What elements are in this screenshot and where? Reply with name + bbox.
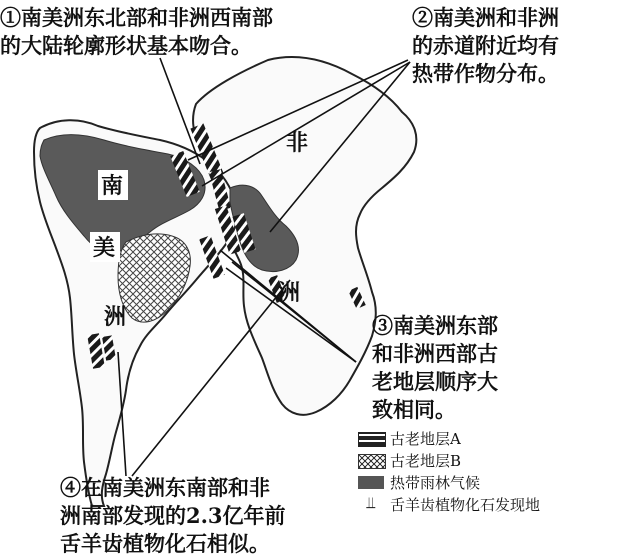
note-4-line-1: ④在南美洲东南部和非 [60, 475, 270, 500]
svg-text:美: 美 [93, 235, 116, 261]
note-3-line-4: 致相同。 [372, 397, 456, 422]
legend-label-fossil: 舌羊齿植物化石发现地 [390, 496, 541, 514]
svg-text:南: 南 [101, 173, 124, 199]
legend-label-rainforest: 热带雨林气候 [390, 474, 481, 492]
sa-label-zhou [104, 304, 126, 330]
note-1-line-2: 的大陆轮廓形状基本吻合。 [0, 33, 252, 58]
note-2-line-2: 的赤道附近均有 [412, 33, 559, 58]
sa-label-nan [98, 170, 128, 200]
legend-label-stratum-b: 古老地层B [390, 452, 462, 470]
note-3-line-1: ③南美洲东部 [372, 313, 498, 338]
note-1 [0, 4, 273, 60]
note-2-line-1: ②南美洲和非洲 [412, 5, 559, 30]
note-2-line-3: 热带作物分布。 [412, 61, 559, 86]
svg-text:洲: 洲 [104, 304, 127, 330]
stratum-a-swatch [358, 432, 386, 447]
note-3-line-2: 和非洲西部古 [372, 341, 498, 366]
stratum-b-swatch [358, 454, 386, 469]
note-4-line-2: 洲南部发现的2.3亿年前 [60, 503, 286, 528]
sa-label-mei [90, 232, 120, 262]
note-1-line-1: ①南美洲东北部和非洲西南部 [0, 5, 273, 30]
note-3-line-3: 老地层顺序大 [372, 369, 498, 394]
rainforest-swatch [358, 476, 384, 489]
fossil-icon: ⫫ [366, 493, 376, 512]
af-label-fei [286, 130, 308, 156]
af-label-zhou [278, 280, 300, 306]
svg-text:非: 非 [286, 130, 309, 156]
stratum-b-region [118, 234, 190, 322]
legend-label-stratum-a: 古老地层A [390, 430, 461, 448]
note-2 [412, 4, 559, 88]
note-4-line-3: 舌羊齿植物化石相似。 [60, 531, 270, 556]
note-4 [60, 474, 286, 558]
note-3 [372, 312, 498, 424]
svg-text:洲: 洲 [278, 280, 301, 306]
